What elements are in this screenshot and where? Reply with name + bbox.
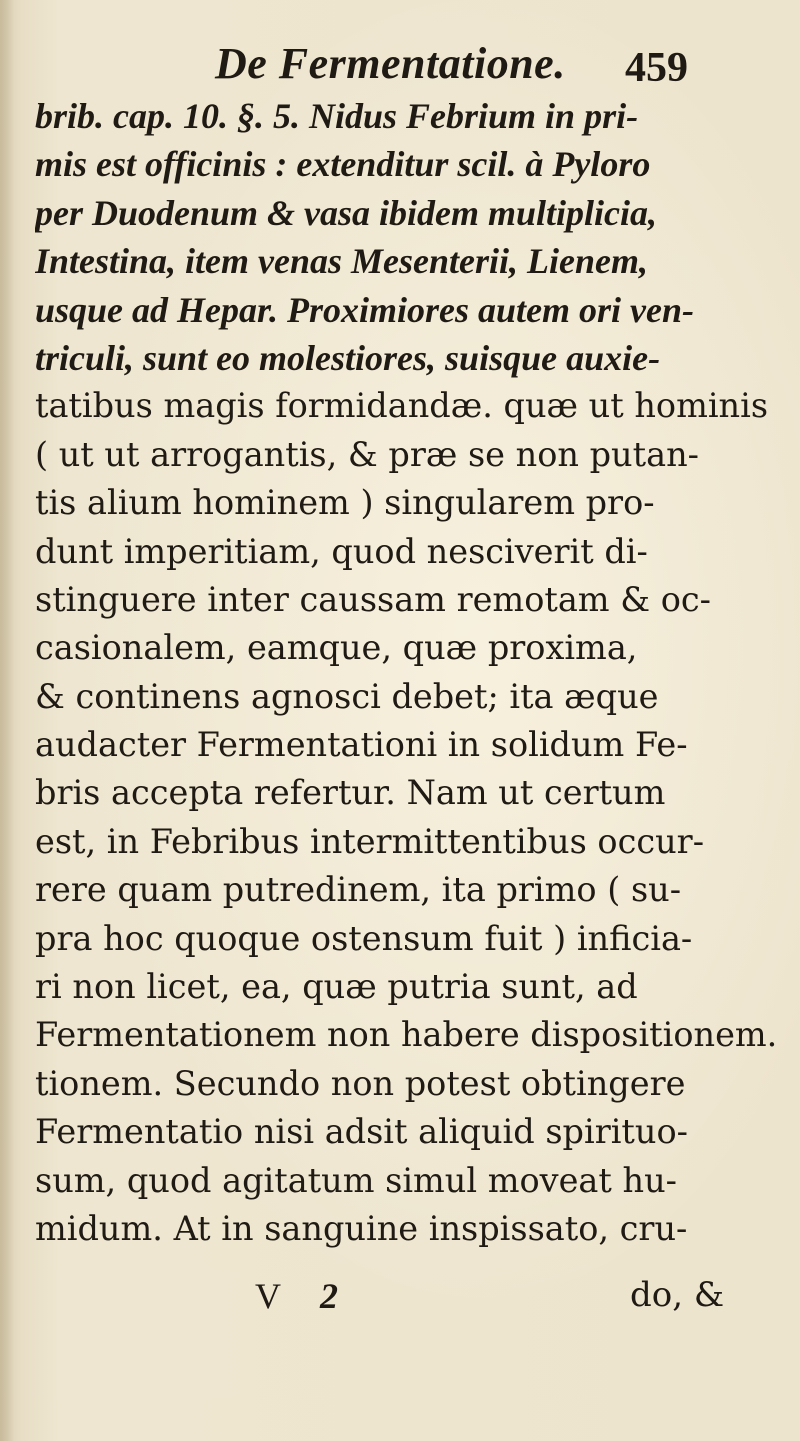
text-line: stinguere inter caussam remotam & oc- xyxy=(35,579,711,619)
text-line: ri non licet, ea, quæ putria sunt, ad xyxy=(35,967,638,1007)
text-line: rere quam putredinem, ita primo ( su- xyxy=(35,870,682,910)
text-line: midum. At in sanguine inspissato, cru- xyxy=(35,1208,688,1248)
text-line: est, in Febribus intermittentibus occur- xyxy=(35,821,705,861)
text-line: Fermentationem non habere dispositionem. xyxy=(35,1015,778,1055)
running-title: De Fermentatione. xyxy=(215,39,566,88)
text-line: mis est officinis : extenditur scil. à Pyloro xyxy=(35,144,651,185)
text-line: usque ad Hepar. Proximiores autem ori ven- xyxy=(35,289,695,330)
text-line: Fermentatio nisi adsit aliquid spirituo- xyxy=(35,1112,688,1152)
page-gutter xyxy=(0,0,14,1441)
text-line: bris accepta refertur. Nam ut certum xyxy=(35,773,666,813)
running-head xyxy=(215,38,775,94)
body-text xyxy=(35,92,785,1253)
text-line: tis alium hominem ) singularem pro- xyxy=(35,483,655,523)
text-line: dunt imperitiam, quod nesciverit di- xyxy=(35,531,648,571)
text-line: sum, quod agitatum simul moveat hu- xyxy=(35,1160,677,1200)
text-line: Intestina, item venas Mesenterii, Lienem, xyxy=(35,241,648,282)
page-footer xyxy=(0,1275,800,1325)
text-line: casionalem, eamque, quæ proxima, xyxy=(35,628,638,668)
text-line: tatibus magis formidandæ. quæ ut hominis xyxy=(35,386,769,426)
catchword: do, & xyxy=(630,1275,725,1315)
text-line: per Duodenum & vasa ibidem multiplicia, xyxy=(35,192,658,233)
text-line: audacter Fermentationi in solidum Fe- xyxy=(35,725,688,765)
signature-number: 2 xyxy=(320,1276,338,1316)
text-line: pra hoc quoque ostensum fuit ) inficia- xyxy=(35,918,693,958)
text-line: triculi, sunt eo molestiores, suisque auxie- xyxy=(35,337,661,378)
text-line: & continens agnosci debet; ita æque xyxy=(35,676,659,716)
signature-mark: V xyxy=(255,1276,281,1316)
text-line: ( ut ut arrogantis, & præ se non putan- xyxy=(35,434,699,474)
text-line: brib. cap. 10. §. 5. Nidus Febrium in pri- xyxy=(35,96,639,136)
text-line: tionem. Secundo non potest obtingere xyxy=(35,1063,686,1103)
page-number: 459 xyxy=(625,45,688,91)
